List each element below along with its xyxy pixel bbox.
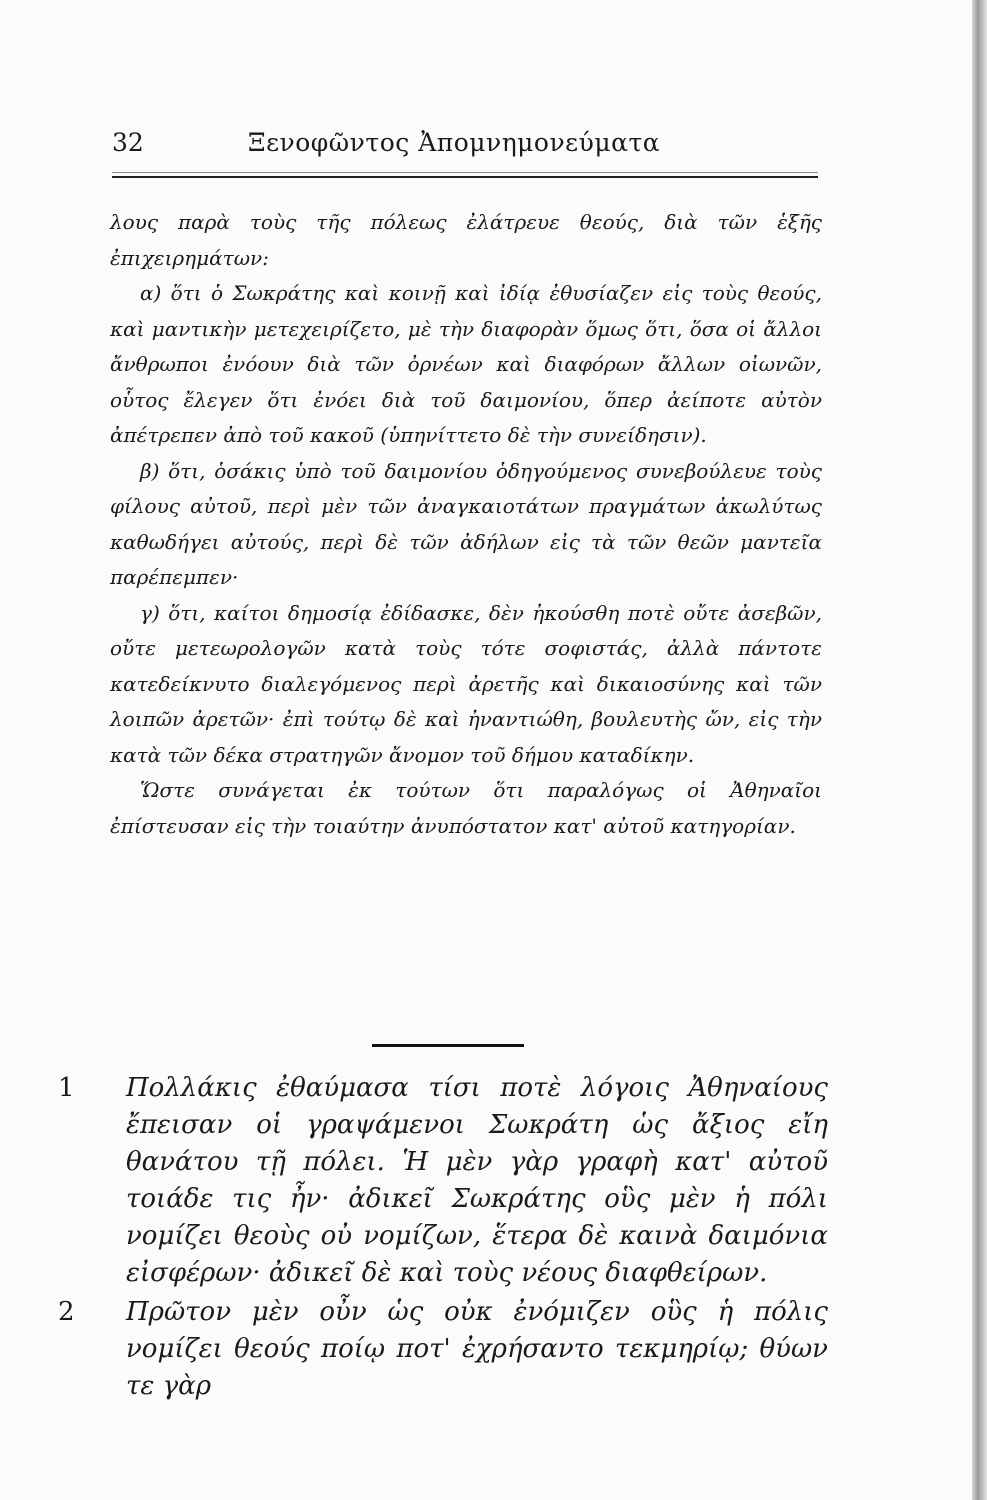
source-paragraph-text: Πρῶτον μὲν οὖν ὡς οὐκ ἐνόμιζεν οὓς ἡ πόλις νομίζει θεούς ποίῳ ποτ' ἐχρήσαντο τεκμηρίῳ; θύων τε γὰρ — [126, 1297, 828, 1401]
paragraph-beta: β) ὅτι, ὁσάκις ὑπὸ τοῦ δαιμονίου ὁδηγούμενος συνεβούλευε τοὺς φίλους αὐτοῦ, περὶ μὲν τῶν ἀναγκαιοτάτων πραγμάτων ἀκωλύτως καθωδήγει αὐτούς, περὶ δὲ τῶν ἀδήλων εἰς τὰ τῶν θεῶν μαντεῖα παρέπεμπεν· — [110, 458, 822, 589]
source-paragraph-text: Πολλάκις ἐθαύμασα τίσι ποτὲ λόγοις Ἀθηναίους ἔπεισαν οἱ γραψάμενοι Σωκράτη ὡς ἄξιος εἴη θανάτου τῇ πόλει. Ἡ μὲν γὰρ γραφὴ κατ' αὐτοῦ τοιάδε τις ἦν· ἀδικεῖ Σωκράτης οὓς μὲν ἡ πόλι νομίζει θεοὺς οὐ νομίζων, ἕτερα δὲ καινὰ δαιμόνια εἰσφέρων· ἀδικεῖ δὲ καὶ τοὺς νέους διαφθείρων. — [126, 1073, 828, 1288]
source-paragraph-2 — [58, 1294, 828, 1405]
page-number: 32 — [112, 128, 144, 157]
header-rule — [112, 176, 818, 178]
paragraph-number: 2 — [58, 1297, 75, 1327]
page-edge — [972, 0, 987, 1500]
paragraph-alpha: α) ὅτι ὁ Σωκράτης καὶ κοινῇ καὶ ἰδίᾳ ἐθυσίαζεν εἰς τοὺς θεούς, καὶ μαντικὴν μετεχειρίζετο, μὲ τὴν διαφορὰν ὅμως ὅτι, ὅσα οἱ ἄλλοι ἄνθρωποι ἐνόουν διὰ τῶν ὀρνέων καὶ διαφόρων ἄλλων οἰωνῶν, οὗτος ἔλεγεν ὅτι ἐνόει διὰ τοῦ δαιμονίου, ὅπερ ἀείποτε αὐτὸν ἀπέτρεπεν ἀπὸ τοῦ κακοῦ (ὑπηνίττετο δὲ τὴν συνείδησιν). — [110, 281, 822, 447]
paragraph-conclusion: Ὥστε συνάγεται ἐκ τούτων ὅτι παραλόγως οἱ Ἀθηναῖοι ἐπίστευσαν εἰς τὴν τοιαύτην ἀνυπόστατον κατ' αὐτοῦ κατηγορίαν. — [110, 778, 822, 838]
section-separator — [372, 1044, 524, 1047]
source-text — [58, 1070, 828, 1405]
header-rule-thin — [112, 172, 818, 173]
running-header — [112, 122, 820, 162]
running-title: Ξενοφῶντος Ἀπομνημονεύματα — [248, 128, 661, 157]
paragraph-continuation: λους παρὰ τοὺς τῆς πόλεως ἐλάτρευε θεούς, διὰ τῶν ἑξῆς ἐπιχειρημάτων: — [110, 210, 822, 270]
paragraph-gamma: γ) ὅτι, καίτοι δημοσίᾳ ἐδίδασκε, δὲν ἠκούσθη ποτὲ οὔτε ἀσεβῶν, οὔτε μετεωρολογῶν κατὰ τοὺς τότε σοφιστάς, ἀλλὰ πάντοτε κατεδείκνυτο διαλεγόμενος περὶ ἀρετῆς καὶ δικαιοσύνης καὶ τῶν λοιπῶν ἀρετῶν· ἐπὶ τούτῳ δὲ καὶ ἠναντιώθη, βουλευτὴς ὤν, εἰς τὴν κατὰ τῶν δέκα στρατηγῶν ἄνομον τοῦ δήμου καταδίκην. — [110, 600, 822, 767]
source-paragraph-1 — [58, 1070, 828, 1292]
commentary-text — [110, 205, 822, 844]
paragraph-number: 1 — [58, 1073, 75, 1103]
